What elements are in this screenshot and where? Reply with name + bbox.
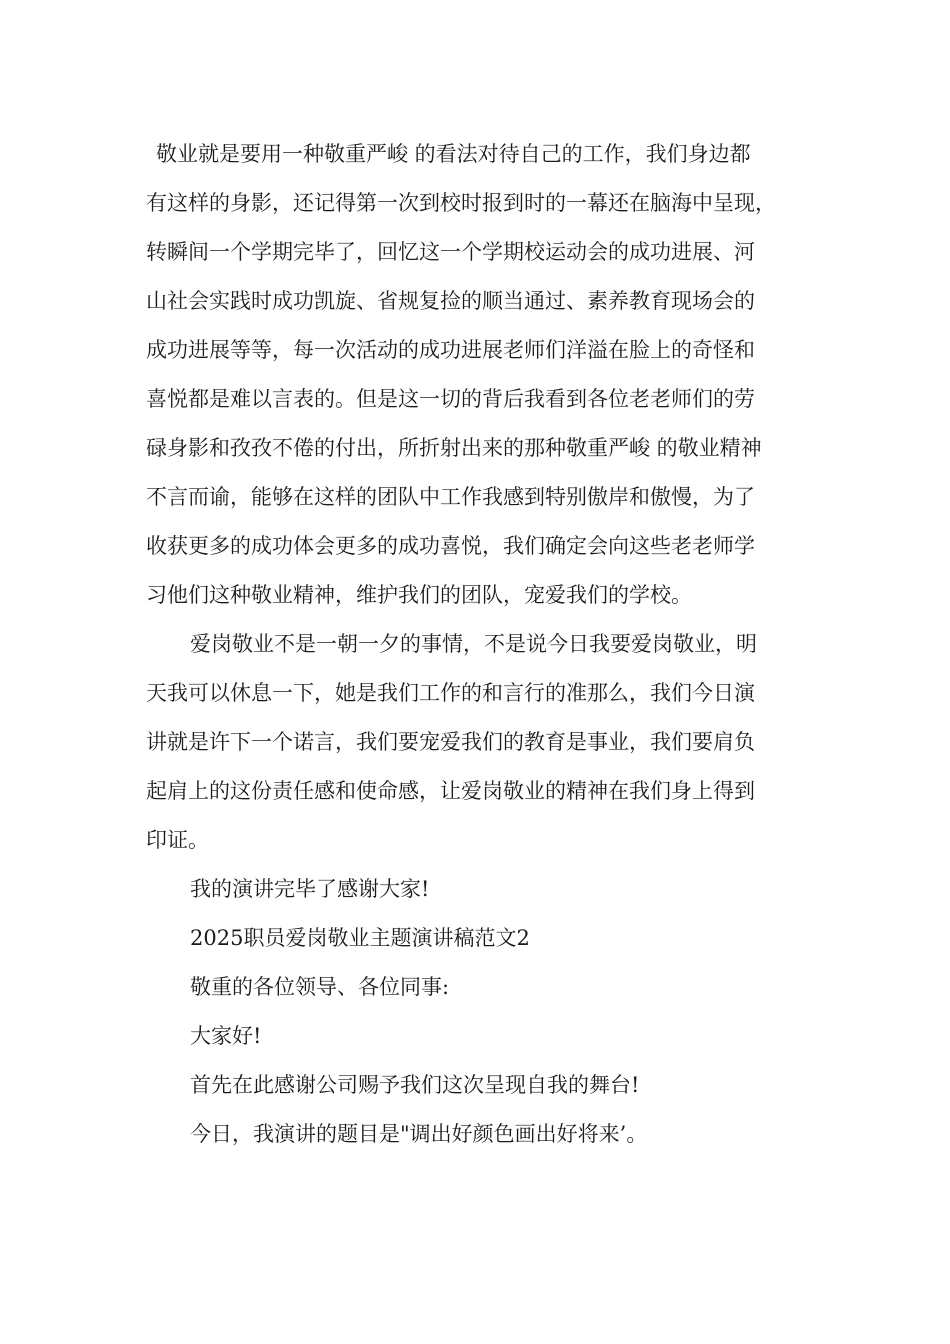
document-body [146, 130, 826, 1159]
text-line: 有这样的身影，还记得第一次到校时报到时的一幕还在脑海中呈现， [146, 191, 776, 215]
salutation-line: 敬重的各位领导、各位同事: [190, 975, 450, 999]
text-line: 喜悦都是难以言表的。但是这一切的背后我看到各位老老师们的劳 [146, 387, 755, 411]
topic-line: 今日，我演讲的题目是"调出好颜色画出好将来’。 [190, 1122, 648, 1146]
text-line: 转瞬间一个学期完毕了，回忆这一个学期校运动会的成功进展、河 [146, 240, 755, 264]
text-line: 不言而谕，能够在这样的团队中工作我感到特别傲岸和傲慢，为了 [146, 485, 755, 509]
speech-title: 2025职员爱岗敬业主题演讲稿范文2 [190, 926, 530, 950]
text-line: 爱岗敬业不是一朝一夕的事情，不是说今日我要爱岗敬业，明 [190, 632, 757, 656]
text-line: 收获更多的成功体会更多的成功喜悦，我们确定会向这些老老师学 [146, 534, 755, 558]
text-line: 讲就是许下一个诺言，我们要宠爱我们的教育是事业，我们要肩负 [146, 730, 755, 754]
thanks-line: 首先在此感谢公司赐予我们这次呈现自我的舞台! [190, 1073, 640, 1097]
text-line: 印证。 [146, 828, 209, 852]
paragraph-2 [146, 620, 826, 865]
text-line: 碌身影和孜孜不倦的付出，所折射出来的那种敬重严峻 的敬业精神 [146, 436, 762, 460]
paragraph-1 [146, 130, 826, 620]
text-line: 成功进展等等，每一次活动的成功进展老师们洋溢在脸上的奇怪和 [146, 338, 755, 362]
text-line: 天我可以休息一下，她是我们工作的和言行的准那么，我们今日演 [146, 681, 755, 705]
text-line: 敬业就是要用一种敬重严峻 的看法对待自己的工作，我们身边都 [156, 142, 751, 166]
closing-line: 我的演讲完毕了感谢大家! [190, 877, 430, 901]
text-line: 山社会实践时成功凯旋、省规复捡的顺当通过、素养教育现场会的 [146, 289, 755, 313]
text-line: 习他们这种敬业精神，维护我们的团队，宠爱我们的学校。 [146, 583, 692, 607]
greeting-line: 大家好! [190, 1024, 262, 1048]
text-line: 起肩上的这份责任感和使命感，让爱岗敬业的精神在我们身上得到 [146, 779, 755, 803]
